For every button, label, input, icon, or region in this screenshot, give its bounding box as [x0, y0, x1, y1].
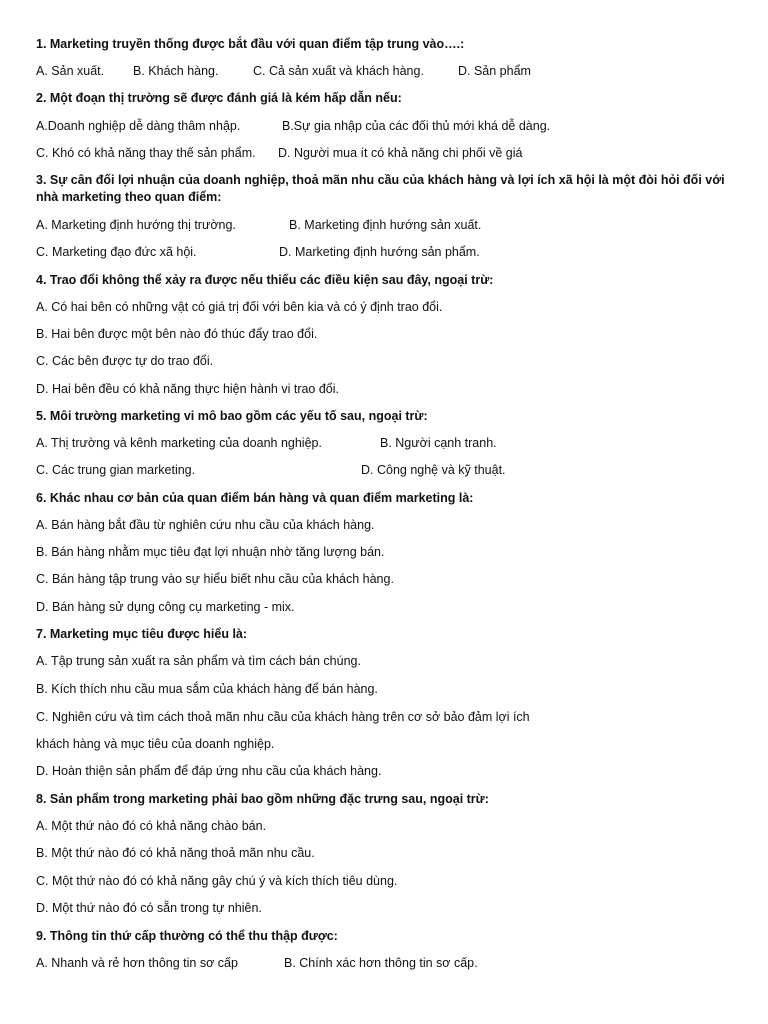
q3-option-a: A. Marketing định hướng thị trường.	[36, 218, 236, 232]
q3-option-b: B. Marketing định hướng sản xuất.	[289, 218, 482, 232]
q7-option-d: D. Hoàn thiện sản phẩm để đáp ứng nhu cầu của khách hàng.	[36, 764, 382, 778]
question-7: 7. Marketing mục tiêu được hiểu là:	[36, 627, 248, 641]
q8-option-b: B. Một thứ nào đó có khả năng thoả mãn nhu cầu.	[36, 846, 315, 860]
q6-option-d: D. Bán hàng sử dụng công cụ marketing - mix.	[36, 600, 295, 614]
q7-option-a: A. Tập trung sản xuất ra sản phẩm và tìm cách bán chúng.	[36, 654, 361, 668]
q4-option-c: C. Các bên được tự do trao đổi.	[36, 354, 214, 368]
q8-option-a: A. Một thứ nào đó có khả năng chào bán.	[36, 819, 267, 833]
q4-option-b: B. Hai bên được một bên nào đó thúc đẩy trao đổi.	[36, 327, 318, 341]
q6-option-a: A. Bán hàng bắt đầu từ nghiên cứu nhu cầu của khách hàng.	[36, 518, 375, 532]
question-3-line-1: 3. Sự cân đối lợi nhuận của doanh nghiệp, thoả mãn nhu cầu của khách hàng và lợi ích xã hội là một đòi hỏi đối với	[36, 173, 725, 187]
question-1: 1. Marketing truyền thống được bắt đầu với quan điểm tập trung vào….:	[36, 37, 465, 51]
question-5: 5. Môi trường marketing vi mô bao gồm các yếu tố sau, ngoại trừ:	[36, 409, 428, 423]
q1-option-a: A. Sản xuất.	[36, 64, 105, 78]
q7-option-b: B. Kích thích nhu cầu mua sắm của khách hàng để bán hàng.	[36, 682, 378, 696]
q2-option-d: D. Người mua ít có khả năng chi phối về giá	[278, 146, 523, 160]
q5-option-c: C. Các trung gian marketing.	[36, 463, 196, 477]
q6-option-c: C. Bán hàng tập trung vào sự hiểu biết nhu cầu của khách hàng.	[36, 572, 394, 586]
q5-option-d: D. Công nghệ và kỹ thuật.	[361, 463, 506, 477]
q9-option-a: A. Nhanh và rẻ hơn thông tin sơ cấp	[36, 956, 238, 970]
q2-option-b: B.Sự gia nhập của các đối thủ mới khá dễ dàng.	[282, 119, 551, 133]
q1-option-d: D. Sản phẩm	[458, 64, 531, 78]
question-3-line-2: nhà marketing theo quan điểm:	[36, 190, 222, 204]
question-9: 9. Thông tin thứ cấp thường có thể thu thập được:	[36, 929, 338, 943]
question-8: 8. Sản phẩm trong marketing phải bao gồm những đặc trưng sau, ngoại trừ:	[36, 792, 489, 806]
q6-option-b: B. Bán hàng nhằm mục tiêu đạt lợi nhuận nhờ tăng lượng bán.	[36, 545, 385, 559]
q4-option-a: A. Có hai bên có những vật có giá trị đối với bên kia và có ý định trao đổi.	[36, 300, 443, 314]
q3-option-c: C. Marketing đạo đức xã hội.	[36, 245, 197, 259]
q8-option-c: C. Một thứ nào đó có khả năng gây chú ý và kích thích tiêu dùng.	[36, 874, 398, 888]
question-4: 4. Trao đổi không thể xảy ra được nếu thiếu các điều kiện sau đây, ngoại trừ:	[36, 273, 494, 287]
q4-option-d: D. Hai bên đều có khả năng thực hiện hành vi trao đổi.	[36, 382, 340, 396]
question-2: 2. Một đoạn thị trường sẽ được đánh giá là kém hấp dẫn nếu:	[36, 91, 402, 105]
q3-option-d: D. Marketing định hướng sản phẩm.	[279, 245, 480, 259]
q7-option-c-line-2: khách hàng và mục tiêu của doanh nghiệp.	[36, 737, 275, 751]
q5-option-a: A. Thị trường và kênh marketing của doanh nghiệp.	[36, 436, 322, 450]
q1-option-b: B. Khách hàng.	[133, 64, 219, 78]
q7-option-c-line-1: C. Nghiên cứu và tìm cách thoả mãn nhu cầu của khách hàng trên cơ sở bảo đảm lợi ích	[36, 710, 530, 724]
q5-option-b: B. Người cạnh tranh.	[380, 436, 497, 450]
q9-option-b: B. Chính xác hơn thông tin sơ cấp.	[284, 956, 478, 970]
q1-option-c: C. Cả sản xuất và khách hàng.	[253, 64, 424, 78]
q2-option-c: C. Khó có khả năng thay thế sản phẩm.	[36, 146, 256, 160]
q8-option-d: D. Một thứ nào đó có sẵn trong tự nhiên.	[36, 901, 262, 915]
question-6: 6. Khác nhau cơ bản của quan điểm bán hàng và quan điểm marketing là:	[36, 491, 474, 505]
q2-option-a: A.Doanh nghiệp dễ dàng thâm nhập.	[36, 119, 241, 133]
